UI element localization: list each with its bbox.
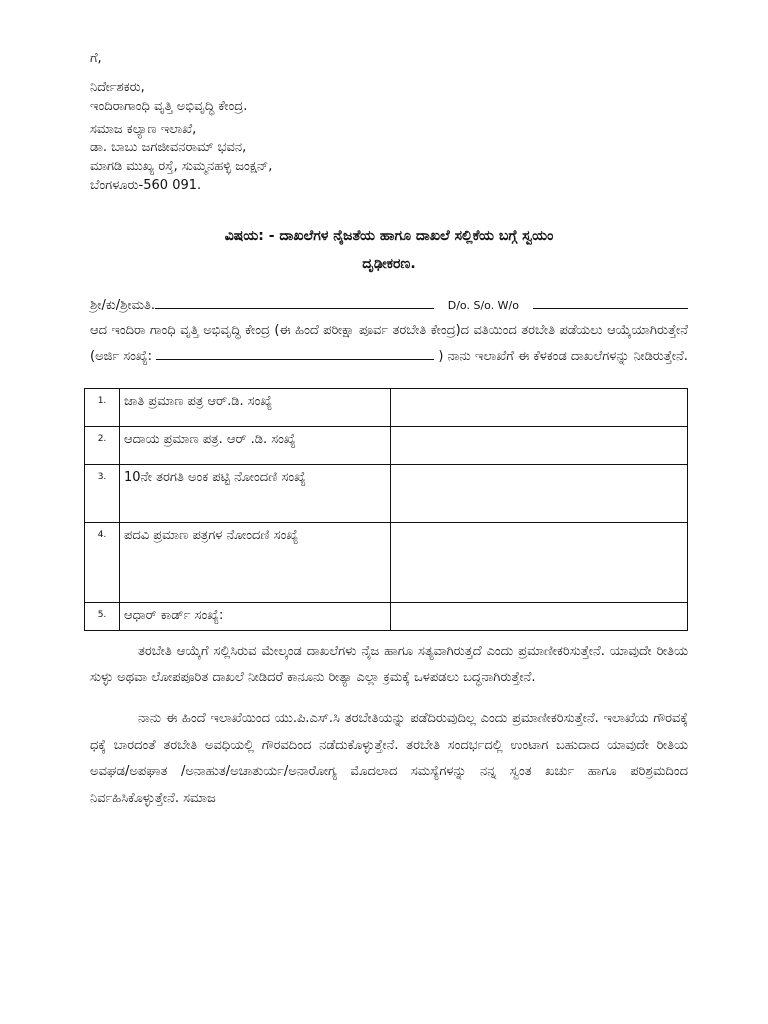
row-number: 2.	[85, 426, 120, 464]
intro-text-2: ) ನಾನು ಇಲಾಖೆಗೆ ಈ ಕೆಳಕಂಡ ದಾಖಲೆಗಳನ್ನು ನೀಡಿರುತ್ತೇನೆ.	[438, 348, 688, 364]
row-label: ಜಾತಿ ಪ್ರಮಾಣ ಪತ್ರ ಆರ್.ಡಿ. ಸಂಖ್ಯೆ	[120, 388, 391, 426]
name-blank[interactable]	[155, 296, 434, 309]
table-row	[85, 522, 688, 602]
salutation-prefix: ಶ್ರೀ/ಕು/ಶ್ರೀಮತಿ.	[90, 297, 156, 313]
table-row	[85, 464, 688, 522]
row-label: 10ನೇ ತರಗತಿ ಅಂಕ ಪಟ್ಟಿ ನೋಂದಣಿ ಸಂಖ್ಯೆ	[120, 464, 391, 522]
address-line-2: ಡಾ. ಬಾಬು ಜಗಜೀವನರಾಮ್ ಭವನ,	[90, 140, 247, 156]
intro-text-1: ಆದ ಇಂದಿರಾ ಗಾಂಧಿ ವೃತ್ತಿ ಅಭಿವೃದ್ಧಿ ಕೇಂದ್ರ (ಈ ಹಿಂದೆ ಪರೀಕ್ಷಾ ಪೂರ್ವ ತರಬೇತಿ ಕೇಂದ್ರ)ದ ವತಿಯಿಂದ ತರಬೇತಿ ಪಡೆಯಲು ಆಯ್ಕೆಯಾಗಿರುತ್ತೇನೆ (ಅರ್ಜಿ ಸಂಖ್ಯೆ:	[90, 322, 688, 364]
declaration-paragraph-2: ನಾನು ಈ ಹಿಂದೆ ಇಲಾಖೆಯಿಂದ ಯು.ಪಿ.ಎಸ್.ಸಿ ತರಬೇತಿಯನ್ನು ಪಡೆದಿರುವುದಿಲ್ಲ ಎಂದು ಪ್ರಮಾಣೀಕರಿಸುತ್ತೇನೆ. ಇಲಾಖೆಯ ಗೌರವಕ್ಕೆ ಧಕ್ಕೆ ಬಾರದಂತೆ ತರಬೇತಿ ಅವಧಿಯಲ್ಲಿ ಗೌರವದಿಂದ ನಡೆದುಕೊಳ್ಳುತ್ತೇನೆ. ತರಬೇತಿ ಸಂದರ್ಭದಲ್ಲಿ ಉಂಟಾಗ ಬಹುದಾದ ಯಾವುದೇ ರೀತಿಯ ಅವಘಡ/ಅಪಘಾತ /ಅನಾಹುತ/ಅಚಾತುರ್ಯ/ಅನಾರೋಗ್ಯ ಮೊದಲಾದ ಸಮಸ್ಯೆಗಳನ್ನು ನನ್ನ ಸ್ವಂತ ಖರ್ಚು ಹಾಗೂ ಪರಿಶ್ರಮದಿಂದ ನಿರ್ವಹಿಸಿಕೊಳ್ಳುತ್ತೇನೆ. ಸಮಾಜ	[90, 710, 688, 806]
row-label: ಆಧಾರ್ ಕಾರ್ಡ್ ಸಂಖ್ಯೆ:	[120, 602, 391, 630]
table-row	[85, 426, 688, 464]
row-number: 5.	[85, 602, 120, 630]
intro-paragraph	[90, 318, 688, 370]
recipient-office: ಇಂದಿರಾಗಾಂಧಿ ವೃತ್ತಿ ಅಭಿವೃದ್ಧಿ ಕೇಂದ್ರ.	[90, 98, 248, 114]
guardian-name-blank[interactable]	[533, 296, 688, 309]
row-label: ಪದವಿ ಪ್ರಮಾಣ ಪತ್ರಗಳ ನೋಂದಣಿ ಸಂಖ್ಯೆ	[120, 522, 391, 602]
table-row	[85, 602, 688, 630]
subject-heading	[90, 222, 688, 278]
address-line-1: ಸಮಾಜ ಕಲ್ಯಾಣ ಇಲಾಖೆ,	[90, 121, 197, 137]
subject-line-1: ವಿಷಯ: - ದಾಖಲೆಗಳ ನೈಜತೆಯ ಹಾಗೂ ದಾಖಲೆ ಸಲ್ಲಿಕೆಯ ಬಗ್ಗೆ ಸ್ವಯಂ	[224, 227, 554, 244]
application-number-blank[interactable]	[156, 347, 434, 360]
address-line-4: ಬೆಂಗಳೂರು-560 091.	[90, 178, 202, 194]
row-value-field[interactable]	[391, 464, 688, 522]
row-value-field[interactable]	[391, 602, 688, 630]
row-number: 4.	[85, 522, 120, 602]
declaration-paragraph-1: ತರಬೇತಿ ಆಯ್ಕೆಗೆ ಸಲ್ಲಿಸಿರುವ ಮೇಲ್ಕಂಡ ದಾಖಲೆಗಳು ನೈಜ ಹಾಗೂ ಸತ್ಯವಾಗಿರುತ್ತದೆ ಎಂದು ಪ್ರಮಾಣೀಕರಿಸುತ್ತೇನೆ. ಯಾವುದೇ ರೀತಿಯ ಸುಳ್ಳು ಅಥವಾ ಲೋಪಪೂರಿತ ದಾಖಲೆ ನೀಡಿದರೆ ಕಾನೂನು ರೀತ್ಯಾ ಎಲ್ಲಾ ಕ್ರಮಕ್ಕೆ ಒಳಪಡಲು ಬದ್ಧನಾಗಿರುತ್ತೇನೆ.	[90, 643, 688, 686]
to-line: ಗೆ,	[90, 51, 102, 66]
row-number: 3.	[85, 464, 120, 522]
documents-table	[84, 388, 688, 631]
address-line-3: ಮಾಗಡಿ ಮುಖ್ಯ ರಸ್ತೆ, ಸುಮ್ಮನಹಳ್ಳಿ ಜಂಕ್ಷನ್,	[90, 159, 273, 175]
recipient-title: ನಿರ್ದೇಶಕರು,	[90, 79, 145, 95]
row-number: 1.	[85, 388, 120, 426]
relation-label: D/o. S/o. W/o	[447, 298, 519, 312]
row-value-field[interactable]	[391, 522, 688, 602]
salutation-line	[90, 296, 688, 316]
row-value-field[interactable]	[391, 388, 688, 426]
table-row	[85, 388, 688, 426]
row-value-field[interactable]	[391, 426, 688, 464]
subject-line-2: ದೃಢೀಕರಣ.	[362, 255, 416, 272]
address-block	[90, 50, 688, 196]
row-label: ಆದಾಯ ಪ್ರಮಾಣ ಪತ್ರ. ಆರ್ .ಡಿ. ಸಂಖ್ಯೆ	[120, 426, 391, 464]
